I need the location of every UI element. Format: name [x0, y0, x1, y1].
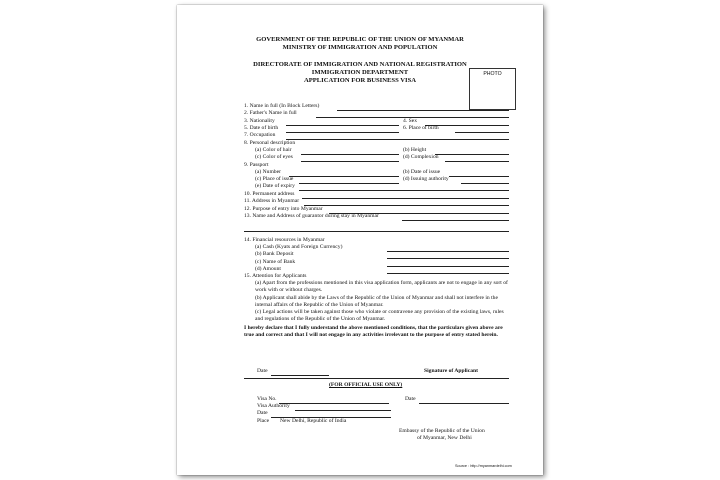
field-bank-name-label: (c) Name of Bank	[255, 259, 296, 265]
field-nationality-label: 3. Nationality	[244, 118, 275, 124]
field-guarantor-line-2[interactable]	[244, 231, 509, 232]
signature-divider	[244, 378, 509, 379]
signature-date-line[interactable]	[271, 375, 329, 376]
field-bank-name-line[interactable]	[387, 266, 509, 267]
field-dob-label: 5. Date of birth	[244, 125, 279, 131]
official-date-label: Date	[257, 410, 268, 416]
field-authority-label: (d) Issuing authority	[403, 176, 449, 182]
field-purpose-label: 12. Purpose of entry into Myanmar	[244, 206, 323, 212]
signature-date-label: Date	[257, 368, 268, 374]
visa-authority-line[interactable]	[295, 410, 391, 411]
field-attention-label: 15. Attention for Applicants	[244, 273, 307, 279]
field-passport-label: 9. Passport	[244, 162, 269, 168]
field-issue-place-line[interactable]	[299, 183, 399, 184]
field-bank-deposit-label: (b) Bank Deposit	[255, 251, 294, 257]
official-use-heading: (FOR OFFICIAL USE ONLY)	[329, 382, 403, 388]
visa-authority-label: Visa Authority	[257, 403, 290, 409]
field-hair-line[interactable]	[301, 154, 399, 155]
field-name-label: 1. Name in full (In Block Letters)	[244, 103, 320, 109]
declaration-text: I hereby declare that I fully understand the above mentioned conditions, that the particulars given above are true and correct and that I will not engage in any activities irrelevant to the purpose of entry stated herein.	[244, 325, 503, 339]
attention-note-a: (a) Apart from the professions mentioned in this visa application form, applicants are not to engage in any sort of work with or without charges.	[255, 280, 508, 294]
place-label: Place	[257, 418, 270, 424]
attention-note-c: (c) Legal actions will be taken against those who violate or contravene any provision of the existing laws, rules and regulations of the Republic of the Union of Myanmar.	[255, 309, 504, 323]
photo-label: PHOTO	[483, 71, 502, 77]
header-directorate: DIRECTORATE OF IMMIGRATION AND NATIONAL REGISTRATION	[253, 61, 467, 68]
signature-label: Signature of Applicant	[424, 368, 478, 374]
field-cash-line[interactable]	[387, 251, 509, 252]
field-guarantor-line[interactable]	[402, 220, 509, 221]
field-amount-label: (d) Amount	[255, 266, 281, 272]
field-pob-line[interactable]	[455, 132, 509, 133]
field-financial-label: 14. Financial resources in Myanmar	[244, 237, 325, 243]
field-nationality-line[interactable]	[286, 125, 399, 126]
visa-no-label: Visa No.	[257, 396, 277, 402]
field-name-line[interactable]	[337, 110, 509, 111]
field-expiry-line[interactable]	[299, 190, 509, 191]
field-eyes-label: (c) Color of eyes	[255, 154, 293, 160]
attention-note-b: (b) Applicant shall abide by the Laws of the Republic of the Union of Myanmar and shall not interfere in the internal affairs of the Republic of the Union of Myanmar.	[255, 295, 498, 309]
field-issue-date-line[interactable]	[449, 176, 509, 177]
field-dob-line[interactable]	[286, 132, 399, 133]
application-form-page	[177, 5, 543, 475]
place-value: New Delhi, Republic of India	[280, 418, 347, 424]
official-date-right-label: Date	[405, 396, 416, 402]
field-personal-label: 8. Personal description	[244, 140, 296, 146]
field-complexion-label: (d) Complexion	[403, 154, 439, 160]
field-hair-label: (a) Color of hair	[255, 147, 292, 153]
header-department: IMMIGRATION DEPARTMENT	[311, 69, 409, 76]
field-expiry-label: (e) Date of expiry	[255, 183, 295, 189]
header-ministry: MINISTRY OF IMMIGRATION AND POPULATION	[282, 44, 438, 51]
embassy-line-1: Embassy of the Republic of the Union	[399, 428, 485, 434]
field-occupation-label: 7. Occupation	[244, 132, 276, 138]
field-sex-label: 4. Sex	[403, 118, 417, 124]
field-guarantor-label: 13. Name and Address of guarantor during stay in Myanmar	[244, 213, 379, 219]
field-eyes-line[interactable]	[301, 161, 399, 162]
field-height-line[interactable]	[435, 154, 509, 155]
source-credit: Source : http://myanmardelhi.com	[455, 464, 512, 468]
field-father-label: 2. Father's Name in full	[244, 110, 297, 116]
field-bank-deposit-line[interactable]	[387, 258, 509, 259]
field-height-label: (b) Height	[403, 147, 427, 153]
field-permanent-address-label: 10. Permanent address	[244, 191, 295, 197]
field-amount-line[interactable]	[387, 273, 509, 274]
visa-no-line[interactable]	[279, 403, 389, 404]
field-permanent-address-line[interactable]	[302, 198, 509, 199]
field-cash-label: (a) Cash (Kyats and Foreign Currency)	[255, 244, 343, 250]
field-pob-label: 6. Place of birth	[403, 125, 439, 131]
field-issue-date-label: (b) Date of issue	[403, 169, 441, 175]
field-complexion-line[interactable]	[445, 161, 509, 162]
photo-box	[469, 68, 516, 110]
form-title: APPLICATION FOR BUSINESS VISA	[303, 77, 417, 84]
field-authority-line[interactable]	[461, 183, 509, 184]
header-government: GOVERNMENT OF THE REPUBLIC OF THE UNION OF MYANMAR	[256, 36, 464, 43]
field-myanmar-address-line[interactable]	[304, 205, 509, 206]
field-passport-number-label: (a) Number	[255, 169, 281, 175]
field-occupation-line[interactable]	[286, 139, 509, 140]
embassy-line-2: of Myanmar, New Delhi	[417, 435, 472, 441]
field-myanmar-address-label: 11. Address in Myanmar	[244, 198, 300, 204]
official-date-right-line[interactable]	[419, 403, 509, 404]
field-passport-number-line[interactable]	[289, 176, 399, 177]
field-issue-place-label: (c) Place of issue	[255, 176, 294, 182]
